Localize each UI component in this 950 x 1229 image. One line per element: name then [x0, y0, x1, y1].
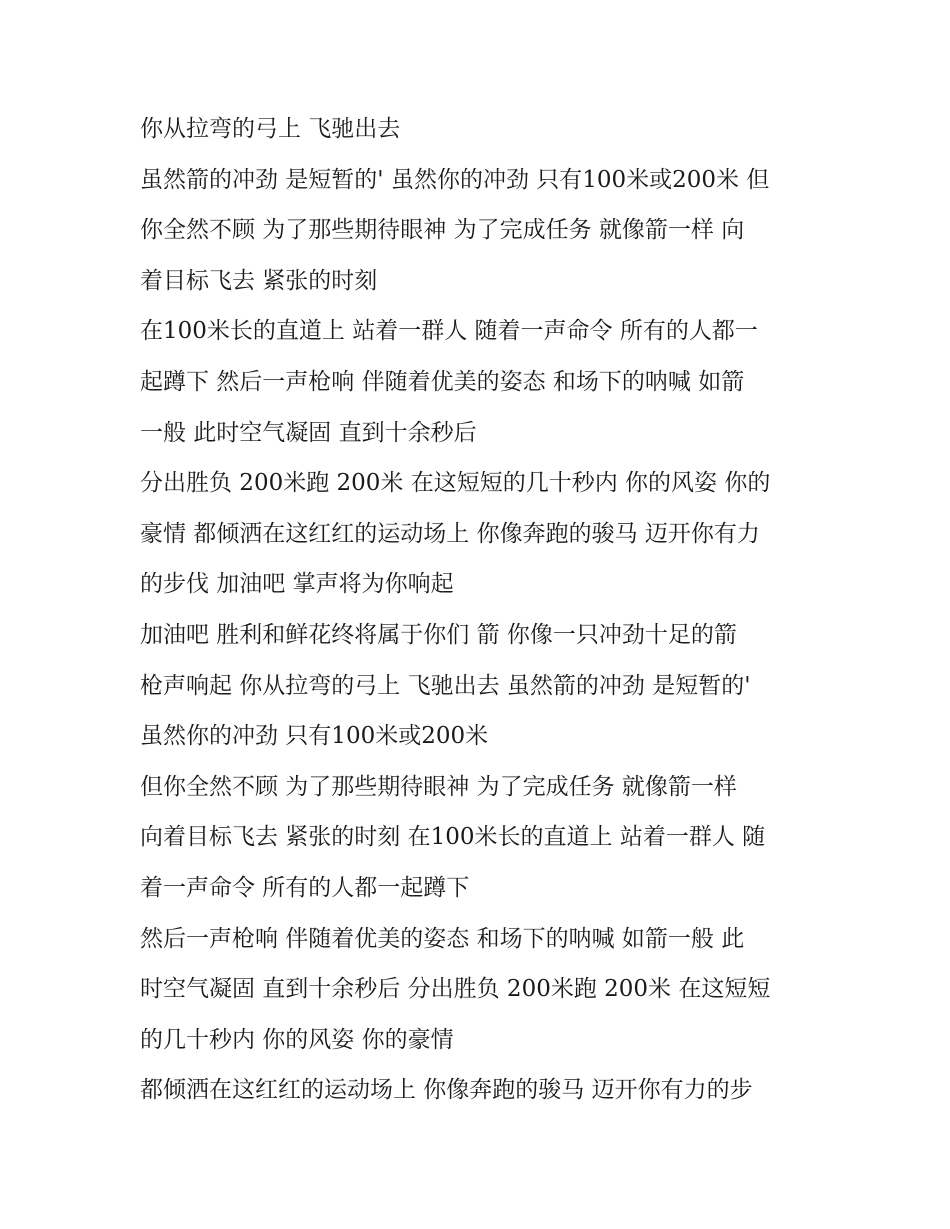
text-line: 加油吧 胜利和鲜花终将属于你们 箭 你像一只冲劲十足的箭 — [140, 621, 737, 648]
text-line: 在100米长的直道上 站着一群人 随着一声命令 所有的人都一 — [140, 318, 758, 345]
text-line: 豪情 都倾洒在这红红的运动场上 你像奔跑的骏马 迈开你有力 — [140, 520, 760, 547]
text-line: 然后一声枪响 伴随着优美的姿态 和场下的呐喊 如箭一般 此 — [140, 925, 745, 952]
text-line: 一般 此时空气凝固 直到十余秒后 — [140, 419, 477, 446]
text-line: 都倾洒在这红红的运动场上 你像奔跑的骏马 迈开你有力的步 — [140, 1077, 753, 1104]
text-line: 的步伐 加油吧 掌声将为你响起 — [140, 571, 454, 598]
text-line: 起蹲下 然后一声枪响 伴随着优美的姿态 和场下的呐喊 如箭 — [140, 368, 745, 395]
text-line: 时空气凝固 直到十余秒后 分出胜负 200米跑 200米 在这短短 — [140, 976, 771, 1003]
text-line: 分出胜负 200米跑 200米 在这短短的几十秒内 你的风姿 你的 — [140, 470, 771, 497]
text-line: 枪声响起 你从拉弯的弓上 飞驰出去 虽然箭的冲劲 是短暂的' — [140, 672, 751, 699]
document-body — [140, 104, 820, 1116]
text-line: 但你全然不顾 为了那些期待眼神 为了完成任务 就像箭一样 — [140, 773, 737, 800]
text-line: 着一声命令 所有的人都一起蹲下 — [140, 874, 470, 901]
text-line: 的几十秒内 你的风姿 你的豪情 — [140, 1026, 454, 1053]
text-line: 虽然你的冲劲 只有100米或200米 — [140, 723, 489, 750]
text-line: 你从拉弯的弓上 飞驰出去 — [140, 116, 401, 142]
text-line: 向着目标飞去 紧张的时刻 在100米长的直道上 站着一群人 随 — [140, 824, 766, 851]
text-line: 虽然箭的冲劲 是短暂的' 虽然你的冲劲 只有100米或200米 但 — [140, 166, 770, 193]
text-line: 着目标飞去 紧张的时刻 — [140, 267, 378, 294]
text-line: 你全然不顾 为了那些期待眼神 为了完成任务 就像箭一样 向 — [140, 217, 745, 244]
